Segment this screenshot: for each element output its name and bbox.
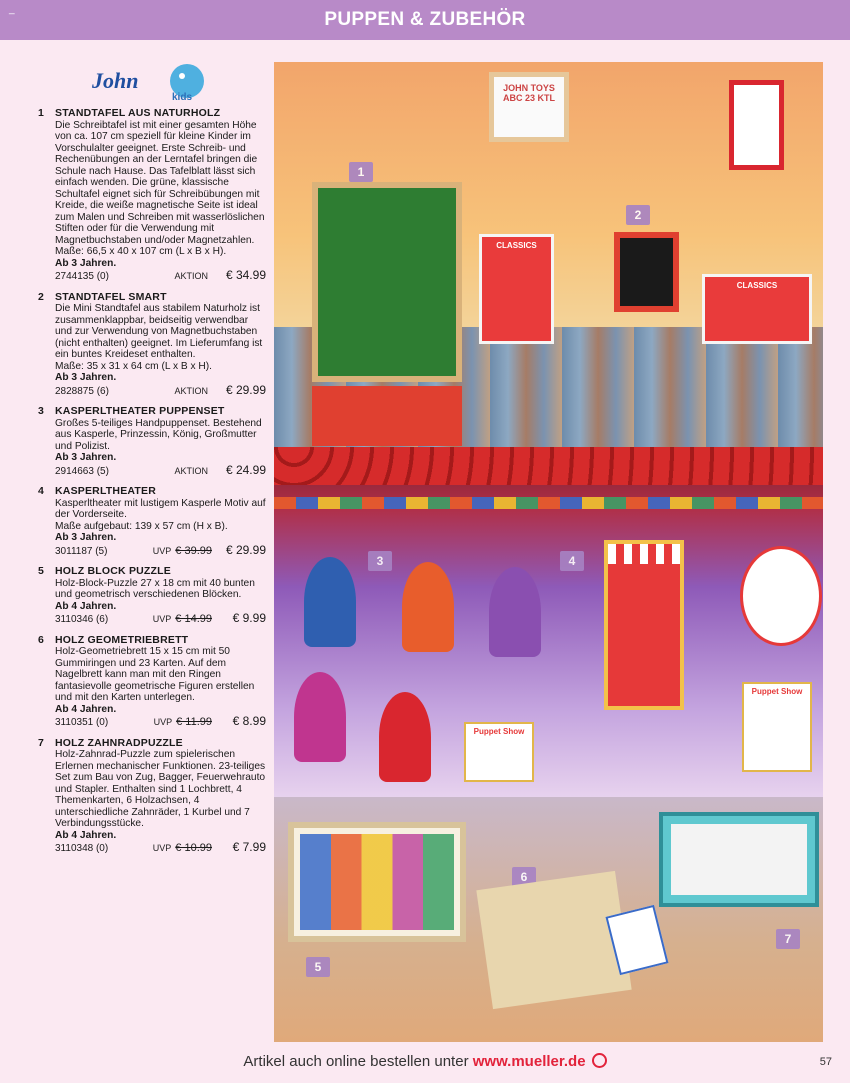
cart-icon (592, 1053, 607, 1068)
puppet-theater (604, 540, 684, 710)
article-number: 3110348 (0) (55, 843, 109, 854)
product-item (38, 108, 266, 283)
easel-board-text: JOHN TOYS ABC 23 KTL (502, 83, 555, 103)
page-footer (0, 1050, 850, 1074)
geometry-board (476, 871, 631, 1009)
product-item (38, 292, 266, 398)
product-name: STANDTAFEL SMART (55, 290, 167, 303)
product-item (38, 738, 266, 855)
easel-smart-black (614, 232, 679, 312)
puppet-set-box (464, 722, 534, 782)
product-description: Holz-Block-Puzzle 27 x 18 cm mit 40 bunten und geometrisch verschiedenen Blöcken. (55, 577, 255, 600)
product-age: Ab 3 Jahren. (55, 257, 117, 269)
old-price: € 39.99 (175, 544, 212, 557)
product-dimensions: Maße: 35 x 31 x 64 cm (L x B x H). (55, 360, 213, 372)
product-number: 7 (38, 736, 44, 749)
article-number: 2828875 (6) (55, 385, 109, 397)
product-name: KASPERLTHEATER PUPPENSET (55, 405, 225, 417)
product-dimensions: Maße: 66,5 x 40 x 107 cm (L x B x H). (55, 246, 227, 257)
product-number: 2 (38, 290, 44, 303)
block-puzzle (288, 822, 466, 942)
product-item (38, 566, 266, 626)
corner-mark: _ (9, 4, 15, 15)
gear-puzzle (659, 812, 819, 907)
price-tag: UVP (152, 614, 172, 624)
page-number: 57 (819, 1056, 832, 1068)
product-name: HOLZ BLOCK PUZZLE (55, 565, 171, 577)
theater-inset-photo (740, 546, 822, 646)
product-description: Großes 5-teiliges Handpuppenset. Bestehend aus Kasperle, Prinzessin, König, Großmutter und Polizist. (55, 417, 262, 452)
badge-6: 6 (512, 867, 536, 887)
badge-1: 1 (349, 162, 373, 182)
price-tag: AKTION (174, 271, 208, 281)
easel-smart-box (702, 274, 812, 344)
price: € 8.99 (232, 714, 266, 728)
product-number: 4 (38, 485, 44, 497)
article-number: 2744135 (0) (55, 271, 109, 282)
product-list (38, 108, 266, 864)
product-item (38, 406, 266, 477)
product-age: Ab 3 Jahren. (55, 532, 117, 543)
article-number: 3110346 (6) (55, 614, 109, 625)
theater-box (742, 682, 812, 772)
price-tag: UVP (153, 717, 173, 727)
product-name: HOLZ GEOMETRIEBRETT (55, 633, 189, 646)
product-description: Die Schreibtafel ist mit einer gesamten Höhe von ca. 107 cm speziell für kleine Kinder im Vorschulalter geeignet. Erste Schreib- und Rechenübungen an der Lerntafel bringen die Schule nach Hause. Das Tafelblatt lässt sich einfach wenden. Die grüne, klassische Schultafel eignet sich für Schreibübungen mit Kreide, die weiße magnetische Seite ist ideal zum Malen und Schreiben mit wasserlöslichen Stiften oder für die Verwendung mit Magnetbuchstaben und/oder Magnetzahlen. (55, 119, 265, 246)
badge-5: 5 (306, 957, 330, 977)
box-brand-label: CLASSICS (736, 281, 778, 290)
price-tag: AKTION (174, 465, 208, 476)
price: € 34.99 (225, 268, 266, 282)
product-dimensions: Maße aufgebaut: 139 x 57 cm (H x B). (55, 520, 228, 532)
product-photo-collage (274, 62, 823, 1042)
price-tag: UVP (152, 545, 172, 556)
easel-lower-board (312, 386, 462, 446)
product-age: Ab 4 Jahren. (55, 703, 117, 715)
page-header (0, 0, 850, 40)
price: € 7.99 (232, 840, 266, 854)
product-age: Ab 3 Jahren. (55, 452, 117, 463)
footer-line (0, 1053, 850, 1070)
product-description: Kasperltheater mit lustigem Kasperle Motiv auf der Vorderseite. (55, 497, 266, 520)
bunting-flags (274, 497, 823, 527)
product-name: STANDTAFEL AUS NATURHOLZ (55, 107, 221, 119)
easel-scene (274, 62, 823, 447)
product-number: 3 (38, 405, 44, 417)
easel-red-white (729, 80, 784, 170)
puppet-princess (379, 692, 431, 782)
stage-curtain (274, 447, 823, 485)
easel-small-natural (489, 72, 569, 142)
theater-box-label: Puppet Show (751, 687, 803, 696)
product-number: 6 (38, 633, 44, 646)
easel-standing-natural (312, 182, 462, 382)
footer-url-link[interactable]: www.mueller.de (472, 1053, 586, 1070)
product-item (38, 635, 266, 729)
product-age: Ab 3 Jahren. (55, 372, 117, 383)
puppet-theater-scene (274, 447, 823, 797)
brand-logo (90, 62, 210, 106)
product-name: KASPERLTHEATER (55, 485, 156, 497)
brand-logo-text: John (92, 68, 139, 93)
price: € 9.99 (232, 611, 266, 625)
puppet-king (294, 672, 346, 762)
footer-text: Artikel auch online bestellen unter (243, 1053, 473, 1070)
product-number: 1 (38, 107, 44, 119)
puppet-policeman (304, 557, 356, 647)
price: € 29.99 (225, 382, 266, 397)
page-title: PUPPEN & ZUBEHÖR (324, 9, 526, 30)
price-tag: AKTION (174, 385, 208, 396)
product-item (38, 486, 266, 557)
easel-box (479, 234, 554, 344)
badge-4: 4 (560, 551, 584, 571)
product-number: 5 (38, 565, 44, 577)
article-number: 3110351 (0) (55, 717, 109, 728)
puppet-kasperle (402, 562, 454, 652)
product-description: Holz-Zahnrad-Puzzle zum spielerischen Erlernen mechanischer Funktionen. 23-teiliges Set zum Bau von Zug, Bagger, Feuerwehrauto und Stapler. Enthalten sind 1 Lochbrett, 4 Themenkarten, 6 Holzachsen, 4 unterschiedliche Zahnräder, 1 Kurbel und 7 Verbindungsstücke. (55, 749, 266, 829)
badge-7: 7 (776, 929, 800, 949)
product-description: Holz-Geometriebrett 15 x 15 cm mit 50 Gummiringen und 23 Karten. Auf dem Nagelbrett kann man mit den Ringen fantasievolle geometrische Figuren erstellen und mit den Karten unterlegen. (55, 646, 255, 703)
price: € 29.99 (225, 542, 266, 557)
article-number: 3011187 (5) (55, 545, 108, 557)
product-name: HOLZ ZAHNRADPUZZLE (55, 736, 183, 749)
old-price: € 11.99 (176, 716, 212, 728)
badge-2: 2 (626, 205, 650, 225)
old-price: € 10.99 (175, 842, 212, 854)
puppet-grandmother (489, 567, 541, 657)
price: € 24.99 (225, 462, 266, 477)
box-brand-label: CLASSICS (496, 241, 537, 250)
product-age: Ab 4 Jahren. (55, 829, 117, 841)
article-number: 2914663 (5) (55, 465, 109, 477)
brand-logo-sub: kids (172, 92, 193, 103)
old-price: € 14.99 (175, 613, 212, 625)
product-age: Ab 4 Jahren. (55, 600, 117, 612)
badge-3: 3 (368, 551, 392, 571)
product-description: Die Mini Standtafel aus stabilem Naturholz ist zusammenklappbar, beidseitig verwendbar und zur Verwendung von Magnetbuchstaben (nicht enthalten) geeignet. Im Lieferumfang ist ein buntes Kreideset enthalten. (55, 303, 263, 360)
puppet-box-label: Puppet Show (473, 727, 525, 736)
price-tag: UVP (152, 843, 172, 853)
